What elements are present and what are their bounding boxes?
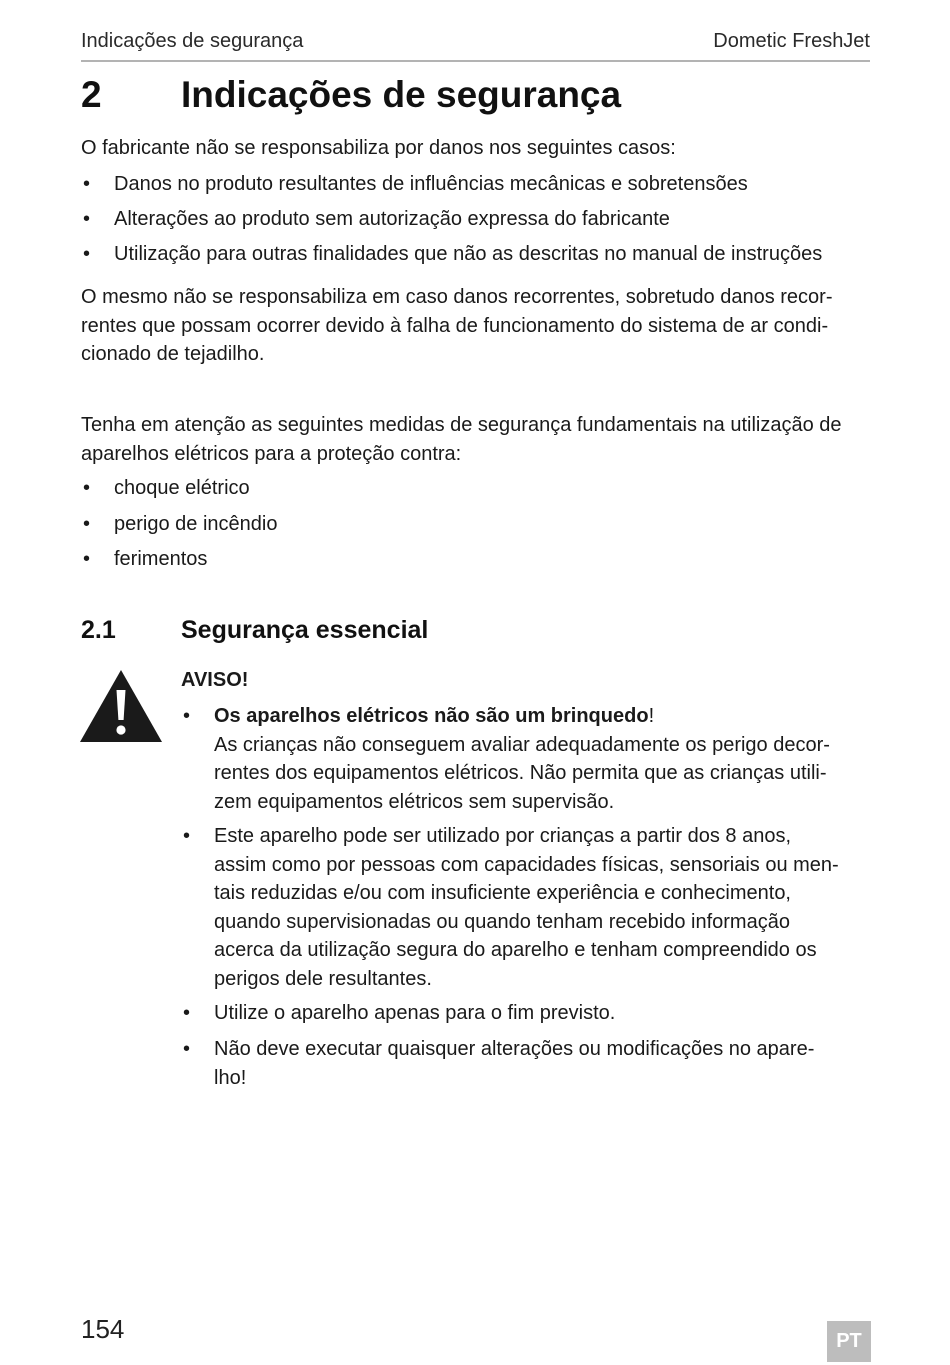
chapter-number: 2 [81,74,102,115]
safety-measures-paragraph: Tenha em atenção as seguintes medidas de segurança fundamentais na utilização de aparelhos elétricos para a proteção contra: [81,414,842,465]
section-number: 2.1 [81,616,116,644]
section-title: Segurança essencial [181,616,429,644]
bullet: • [83,513,91,535]
bullet: • [83,477,91,499]
bullet: • [183,705,191,727]
consequential-damage-paragraph: O mesmo não se responsabiliza em caso danos recorrentes, sobretudo danos recor- rentes que possam ocorrer devido à falha de funcionamento do sistema de ar condi- cionado de tejadilho. [81,286,833,365]
warning-emphasis: Os aparelhos elétricos não são um brinquedo [214,705,649,727]
bullet: • [83,208,91,230]
bullet: • [83,173,91,195]
intro-paragraph: O fabricante não se responsabiliza por danos nos seguintes casos: [81,137,676,159]
bullet: • [83,548,91,570]
bullet: • [183,1002,191,1024]
warning-label: AVISO! [181,669,249,691]
chapter-title: Indicações de segurança [181,74,622,115]
bullet: • [83,243,91,265]
page-number: 154 [81,1314,125,1344]
header-section-title: Indicações de segurança [81,30,304,52]
bullet: • [183,1038,191,1060]
bullet: • [183,825,191,847]
warning-triangle-icon [80,670,162,742]
running-header [81,30,870,62]
header-product-name: Dometic FreshJet [713,30,870,52]
language-badge: PT [827,1321,871,1362]
manual-page: Indicações de segurança Dometic FreshJet 2 Indicações de segurança O fabricante não se responsabiliza por danos nos seguintes casos: • Danos no produto resultantes de influências mecânicas e sobretensões • Alterações ao produto sem autorização expressa do fabricante • Utilização para outras finalidades que não as descritas no manual de instruções O mesmo não se responsabiliza em caso danos recorrentes, sobretudo danos recor- rentes que possam ocorrer devido à falha de funcionamento do sistema de ar condi- cionado de tejadilho. Tenha em atenção as seguintes medidas de segurança fundamentais na utilização de aparelhos elétricos para a proteção contra: • choque elétrico • perigo de incêndio • ferimentos 2.1 Segurança essencial AVISO! • Os aparelhos elétricos não são um brinquedo! As crianças não conseguem avaliar adequadamente os perigo decor- rentes dos equipamentos elétricos. Não permita que as crianças utili- zem equipamentos elétricos sem supervisão. • Este aparelho pode ser utilizado por crianças a partir dos 8 anos, assim como por pessoas com capacidades físicas, sensoriais ou men- tais reduzidas e/ou com insuficiente experiência e conhecimento, quando supervisionadas ou quando tenham recebido informação acerca da utilização segura do aparelho e tenham compreendido os perigos dele resultantes. • Utilize o aparelho apenas para o fim previsto. • Não deve executar quaisquer alterações ou modificações no apare- lho! 154 PT [0,0,950,1365]
